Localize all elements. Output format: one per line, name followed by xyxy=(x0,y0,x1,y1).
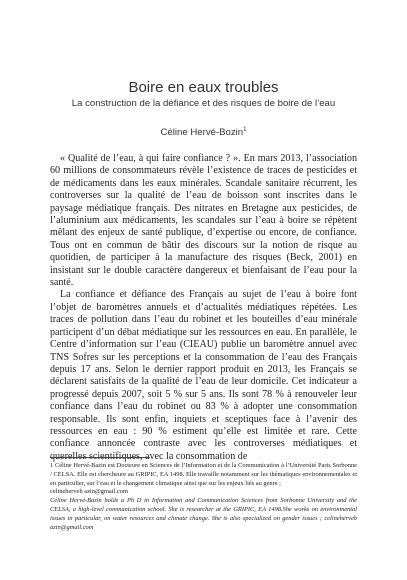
footnote-email[interactable]: celineherveb azin@gmail.com xyxy=(50,488,128,496)
footnote-ref: 1 xyxy=(243,127,247,133)
paragraph-2: La confiance et défiance des Français au sujet de l’eau à boire font l’objet de baromètres annuels et d’actualités médiatiques répétées. Les traces de pollution dans l’eau du robinet et les bouteilles d’eau minérale participent d’un débat médiatique sur les ressources en eau. En parallèle, le Centre d’information sur l’eau (CIEAU) publie un baromètre annuel avec TNS Sofres sur les perceptions et la consommation de l’eau des Français depuis 17 ans. Selon le dernier rapport produit en 2013, les Français se déclarent satisfaits de la qualité de l’eau de leur domicile. Cet indicateur a progressé depuis 2007, soit 5 % sur 5 ans. Ils sont 78 % à renouveler leur confiance dans l’eau du robinet ou 83 % à adopter une consommation responsable. Ils sont enfin, inquiets et sceptiques face à l’avenir des ressources en eau : 90 % estiment qu’elle est limitée et rare. Cette confiance annoncée contraste avec les controverses médiatiques et querelles scientifiques, avec la consommation de xyxy=(50,289,357,462)
footnote-english: Céline Hervé-Bazin holds a Ph D in Information and Communication Sciences from Sorbonne University and the CELSA, a high-level communication school. She is researcher at the GRIPIC, EA 1498.She works on environmental issues in particular, on water resources and climate change. She is also specialized on gender issues ; celineherveb azin@gmail.com xyxy=(50,497,357,531)
footnotes xyxy=(50,462,357,532)
article-title: Boire en eaux troubles xyxy=(128,79,279,96)
footnote-divider xyxy=(50,457,150,458)
paragraph-1: « Qualité de l’eau, à qui faire confiance ? ». En mars 2013, l’association 60 millions de consommateurs révèle l’existence de traces de pesticides et de médicaments dans les eaux minérales. Scandale sanitaire récurrent, les controverses sur la qualité de l’eau de boisson sont inscrites dans le paysage médiatique français. Des nitrates en Bretagne aux pesticides, de l’aluminium aux médicaments, les scandales sur l’eau à boire se répètent mêlant des enjeux de santé publique, d’expertise ou encore, de confiance. Tous ont en commun de bâtir des discours sur la notion de risque au quotidien, de participer à la manufacture des risques (Beck, 2001) en insistant sur le double caractère dangereux et bienfaisant de l’eau pour la santé. xyxy=(50,153,357,289)
article-body xyxy=(50,153,357,463)
article-subtitle: La construction de la défiance et des risques de boire de l’eau xyxy=(71,98,336,109)
author-name: Céline Hervé-Bozin xyxy=(160,127,244,139)
author-line xyxy=(0,127,407,138)
footnote-french: 1 Céline Hervé-Bazin est Docteure en Sciences de l’Information et de la Communication à l’Université Paris Sorbonne / CELSA. Elle est chercheure au GRIPIC, EA 1498. Elle travaille notamment sur les thématiques environnementales et en particulier, sur l’eau et le changement climatique ainsi que sur les enjeux liés au genre ; xyxy=(50,462,357,487)
